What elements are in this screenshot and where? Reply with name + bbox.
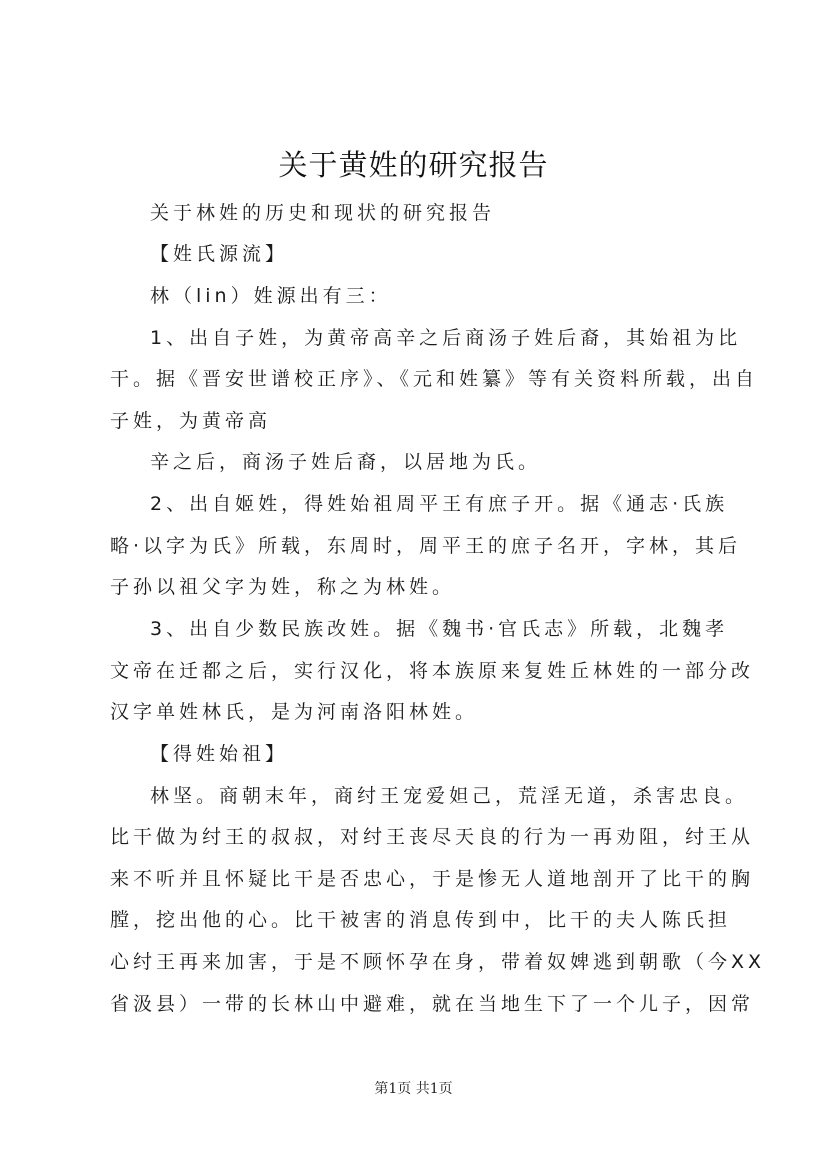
paragraph-line: 省汲县）一带的长林山中避难，就在当地生下了一个儿子，因常 bbox=[110, 993, 755, 1015]
paragraph-line: 辛之后，商汤子姓后裔，以居地为氏。 bbox=[150, 451, 542, 473]
paragraph-line: 略·以字为氏》所载，东周时，周平王的庶子名开，字林，其后 bbox=[110, 535, 742, 557]
paragraph-line: 来不听并且怀疑比干是否忠心，于是惨无人道地剖开了比干的胸 bbox=[110, 868, 755, 890]
section-heading: 【得姓始祖】 bbox=[150, 743, 289, 765]
paragraph-line: 子孙以祖父字为姓，称之为林姓。 bbox=[110, 576, 456, 598]
paragraph-line: 林（lin）姓源出有三： bbox=[150, 285, 392, 307]
paragraph-line: 心纣王再来加害，于是不顾怀孕在身，带着奴婢逃到朝歌（今XX bbox=[110, 951, 766, 973]
paragraph-line: 膛，挖出他的心。比干被害的消息传到中，比干的夫人陈氏担 bbox=[110, 909, 732, 931]
paragraph-line: 林坚。商朝末年，商纣王宠爱妲己，荒淫无道，杀害忠良。 bbox=[150, 785, 749, 807]
document-title: 关于黄姓的研究报告 bbox=[278, 148, 549, 182]
paragraph-line: 关于林姓的历史和现状的研究报告 bbox=[150, 202, 496, 224]
paragraph-line: 2、出自姬姓，得姓始祖周平王有庶子开。据《通志·氏族 bbox=[150, 493, 729, 515]
page-footer: 第1页 共1页 bbox=[374, 1081, 453, 1097]
paragraph-line: 1、出自子姓，为黄帝高辛之后商汤子姓后裔，其始祖为比 bbox=[150, 327, 742, 349]
paragraph-line: 文帝在迁都之后，实行汉化，将本族原来复姓丘林姓的一部分改 bbox=[110, 660, 755, 682]
paragraph-line: 汉字单姓林氏，是为河南洛阳林姓。 bbox=[110, 701, 479, 723]
section-heading: 【姓氏源流】 bbox=[150, 243, 289, 265]
paragraph-line: 子姓，为黄帝高 bbox=[110, 410, 272, 432]
paragraph-line: 3、出自少数民族改姓。据《魏书·官氏志》所载，北魏孝 bbox=[150, 618, 729, 640]
paragraph-line: 比干做为纣王的叔叔，对纣王丧尽天良的行为一再劝阻，纣王从 bbox=[110, 826, 755, 848]
paragraph-line: 干。据《晋安世谱校正序》、《元和姓纂》等有关资料所载，出自 bbox=[110, 368, 759, 390]
